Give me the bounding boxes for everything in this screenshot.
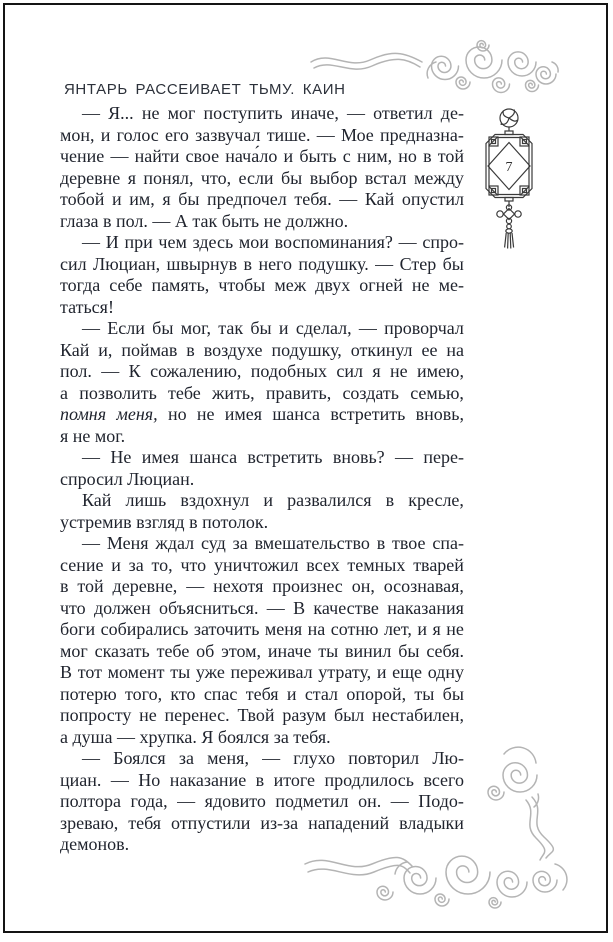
word: нача́ло [225, 146, 278, 166]
word: объясниться. [159, 597, 259, 618]
word: всех [306, 554, 340, 575]
word: циан. [60, 769, 102, 790]
word: имея [224, 404, 263, 424]
text-line [60, 447, 464, 469]
word: — [82, 447, 100, 467]
word: повторил [348, 748, 420, 768]
text-line [60, 684, 464, 706]
word: при [124, 232, 153, 252]
word: лет, [383, 619, 412, 639]
word: и [278, 318, 289, 338]
running-header: ЯНТАРЬ РАССЕИВАЕТ ТЬМУ. КАИН [64, 81, 346, 98]
word: он. [358, 791, 382, 811]
text-line [60, 598, 464, 620]
word: Меня [106, 533, 149, 553]
word: момент [107, 662, 165, 682]
word: де- [440, 103, 464, 123]
word: — [110, 146, 129, 166]
word: — [110, 769, 129, 790]
word: твое [392, 533, 426, 553]
text-segment: я не мог. [60, 425, 126, 446]
word: жить, [212, 382, 255, 403]
paragraph [60, 533, 464, 748]
text-line [60, 404, 464, 426]
word: одну [427, 662, 464, 682]
word: чем [158, 232, 187, 252]
paragraph [60, 318, 464, 447]
word: утрату, [318, 662, 372, 682]
word: об [196, 640, 215, 661]
word: меня, [116, 404, 158, 424]
word: — [339, 189, 358, 209]
word: в [243, 253, 253, 274]
text-segment: таться! [60, 296, 114, 317]
word: и, [98, 339, 113, 360]
word: ядовито [204, 791, 266, 811]
word: — [82, 533, 100, 553]
text-line [60, 340, 464, 362]
word: уничтожил [213, 554, 299, 575]
word: пол. [60, 361, 92, 381]
word: я [432, 619, 441, 639]
word: — [82, 103, 100, 123]
word: подметил [275, 791, 349, 811]
word: вновь, [415, 404, 464, 424]
word: темных [347, 554, 406, 575]
word: мои [238, 232, 269, 252]
word: тобой [60, 189, 105, 209]
word: имею, [417, 361, 464, 381]
word: наказания [387, 597, 464, 618]
word: иначе, [290, 103, 339, 123]
text-line [60, 125, 464, 147]
text-line [60, 383, 464, 405]
word: собирались [100, 619, 189, 639]
word: предпочел [207, 189, 287, 209]
text-line [60, 619, 464, 641]
word: Но [138, 769, 161, 790]
text-line [60, 232, 464, 254]
word: той [437, 146, 464, 166]
word: шанса [272, 404, 321, 424]
word: создать [342, 382, 399, 403]
word: ты [318, 640, 339, 661]
text-line [60, 426, 464, 448]
word: Стер [399, 253, 437, 274]
word: перенес. [164, 705, 230, 725]
cloud-strokes [311, 41, 558, 93]
word: — [266, 597, 285, 618]
word: бы [442, 253, 464, 274]
text-line [60, 318, 464, 340]
word: деревне, [112, 576, 178, 596]
word: не [196, 404, 215, 424]
word: вмешательство [254, 533, 370, 553]
word: меня, [207, 748, 249, 768]
word: винил [345, 640, 392, 661]
word: то, [151, 554, 173, 575]
text-line [60, 189, 464, 211]
text-line [60, 103, 464, 125]
word: память, [151, 275, 210, 295]
word: его [165, 124, 189, 145]
word: имея [141, 447, 180, 467]
word: откинул [350, 339, 413, 360]
word: разум [282, 705, 327, 725]
word: здесь [192, 232, 234, 252]
word: понял, [143, 167, 194, 188]
word: уже [195, 662, 225, 682]
word: не [411, 275, 430, 295]
word: если [238, 167, 274, 188]
word: в [376, 533, 386, 553]
cloud-strokes [305, 747, 567, 908]
word: бы [281, 167, 303, 188]
word: найти [134, 146, 180, 166]
word: и [263, 490, 273, 510]
word: ты [414, 683, 435, 704]
word: я [127, 167, 136, 188]
word: поймав [121, 339, 178, 360]
word: бы [178, 189, 200, 209]
paragraph [60, 447, 464, 490]
word: ме- [438, 275, 464, 295]
word: переживал [230, 662, 313, 682]
text-line [60, 705, 464, 727]
word: но [398, 146, 417, 166]
word: предназна- [380, 124, 464, 145]
word: ждал [155, 533, 195, 553]
paragraph [60, 490, 464, 533]
word: деревне [60, 167, 121, 188]
word: тебя. [294, 189, 332, 209]
word: глухо [293, 748, 336, 768]
word: подушку, [271, 339, 342, 360]
word: позволить [79, 382, 157, 403]
word: сение [60, 554, 104, 575]
word: всего [423, 769, 464, 790]
word: и [112, 189, 122, 209]
word: опорой, [346, 683, 407, 704]
word: — [82, 748, 100, 768]
word: В [60, 662, 73, 682]
word: — [398, 232, 417, 252]
word: так [218, 318, 244, 338]
word: — [395, 447, 414, 467]
word: бы [442, 683, 464, 704]
word: итоге [273, 769, 316, 790]
word: ним, [356, 146, 393, 166]
word: — [262, 748, 281, 768]
word: швырнув [166, 253, 238, 274]
word: за [232, 533, 248, 553]
word: этом, [221, 640, 262, 661]
word: И [105, 232, 119, 252]
word: меж [274, 275, 307, 295]
word: спро- [422, 232, 464, 252]
word: свое [185, 146, 220, 166]
word: спас [203, 683, 238, 704]
tassel-icon [505, 229, 514, 249]
word: тогда [60, 275, 101, 295]
word: мог, [180, 318, 211, 338]
text-line [60, 146, 464, 168]
word: вздохнул [180, 490, 250, 510]
word: себе [109, 275, 143, 295]
word: лишь [125, 490, 167, 510]
word: выбор [309, 167, 358, 188]
text-line [60, 555, 464, 577]
word: в [385, 490, 395, 510]
word: тебе [168, 382, 201, 403]
word: вновь? [332, 447, 385, 467]
word: за [128, 554, 144, 575]
word: бы [398, 640, 420, 661]
word: качестве [313, 597, 379, 618]
word: двух [315, 275, 351, 295]
word: произнес [272, 576, 343, 596]
word: В [293, 597, 306, 618]
word: из-за [260, 812, 299, 833]
word: тебя [245, 683, 279, 704]
word: себя. [426, 640, 464, 661]
word: тот [77, 662, 102, 682]
word: бы [250, 318, 272, 338]
word: бы [152, 318, 174, 338]
word: и [376, 662, 387, 682]
text-line [60, 469, 464, 491]
word: Твой [237, 705, 275, 725]
page-number: 7 [505, 160, 513, 175]
word: в [423, 146, 432, 166]
word: осознавая, [383, 576, 464, 596]
text-segment: глаза в пол. — А так быть не должно. [60, 210, 349, 231]
word: подушку. [298, 253, 369, 274]
text-line [60, 254, 464, 276]
word: он, [351, 576, 375, 596]
word: на [307, 619, 326, 639]
word: Я... [108, 103, 134, 123]
word: быть [299, 146, 337, 166]
text-line [60, 275, 464, 297]
word: потерю [60, 683, 117, 704]
word: и [100, 124, 111, 145]
word: Люциан, [93, 253, 161, 274]
word: пере- [423, 447, 464, 467]
word: не [139, 705, 157, 725]
word: им, [129, 189, 155, 209]
word: боги [60, 619, 96, 639]
text-segment: демонов. [60, 834, 130, 854]
word: Если [107, 318, 145, 338]
word: был [333, 705, 365, 725]
word: помня [60, 404, 107, 424]
word: в [186, 339, 195, 360]
word: Кай [364, 189, 395, 209]
word: в [255, 769, 265, 790]
word: сотню [330, 619, 379, 639]
word: но [167, 404, 187, 424]
word: того, [125, 683, 163, 704]
word: ты [170, 662, 191, 682]
word: что, [200, 167, 232, 188]
bottom-cloud-ornament [300, 742, 590, 912]
word: тебе [156, 640, 190, 661]
word: тебя [128, 812, 162, 833]
word: — [82, 232, 100, 252]
word: Кай [60, 339, 90, 360]
word: сказать [94, 640, 150, 661]
word: что [60, 597, 86, 618]
word: не [390, 361, 408, 381]
word: воздухе [203, 339, 263, 360]
word: семью, [410, 382, 464, 403]
word: иначе [267, 640, 312, 661]
word: суд [200, 533, 226, 553]
word: — [177, 791, 196, 811]
word: заточить [193, 619, 260, 639]
word: — [390, 791, 409, 811]
top-cloud-ornament [308, 36, 560, 94]
word: полтора [60, 791, 121, 811]
word: чтобы [218, 275, 266, 295]
text-segment: а душа — хрупка. Я боялся за тебя. [60, 726, 331, 747]
paragraph [60, 103, 464, 232]
word: зреваю, [60, 812, 119, 833]
text-segment: спросил Люциан. [60, 468, 195, 489]
word: развалился [287, 490, 372, 510]
word: проворчал [384, 318, 464, 338]
word: меня [264, 619, 303, 639]
word: и [286, 683, 297, 704]
word: стал [304, 683, 339, 704]
word: а [60, 382, 68, 403]
word: мон, [60, 124, 95, 145]
word: и [417, 619, 428, 639]
word: — [101, 361, 120, 381]
word: зазвучал [195, 124, 261, 145]
word: сил [60, 253, 87, 274]
text-line [60, 662, 464, 684]
word: за [178, 748, 194, 768]
word: сделал, [295, 318, 352, 338]
word: с [342, 146, 351, 166]
text-line [60, 533, 464, 555]
word: владыки [399, 812, 464, 833]
word: должен [94, 597, 151, 618]
word: Мое [341, 124, 374, 145]
word: и [111, 554, 121, 575]
word: К [128, 361, 141, 381]
text-line [60, 211, 464, 233]
word: править, [265, 382, 332, 403]
word: Боялся [113, 748, 166, 768]
word: поступить [203, 103, 283, 123]
word: спа- [432, 533, 464, 553]
word: опустил [401, 189, 464, 209]
word: — [346, 103, 365, 123]
word: сил [336, 361, 363, 381]
text-segment: устремив взгляд в потолок. [60, 511, 269, 532]
word: Лю- [432, 748, 464, 768]
word: огней [359, 275, 403, 295]
word: тише. [266, 124, 311, 145]
lantern-strokes [486, 109, 532, 249]
word: шанса [189, 447, 238, 467]
word: наказание [169, 769, 247, 790]
word: нападений [308, 812, 390, 833]
word: Подо- [418, 791, 464, 811]
word: — [186, 576, 205, 596]
word: Не [110, 447, 132, 467]
word: него [258, 253, 292, 274]
word: года, [130, 791, 168, 811]
word: кто [170, 683, 196, 704]
knot-icon [497, 205, 521, 224]
word: ответил [373, 103, 433, 123]
word: сожалению, [150, 361, 242, 381]
word: на [446, 339, 464, 360]
word: голос [116, 124, 159, 145]
word: встретить [247, 447, 323, 467]
text-line [60, 297, 464, 319]
word: еще [392, 662, 423, 682]
word: встал [364, 167, 407, 188]
text-line [60, 576, 464, 598]
text-line [60, 490, 464, 512]
word: встретить [330, 404, 406, 424]
word: нехотя [213, 576, 264, 596]
text-line [60, 641, 464, 663]
word: воспоминания? [274, 232, 393, 252]
word: — [82, 318, 100, 338]
word: подобных [250, 361, 327, 381]
word: между [413, 167, 464, 188]
lantern-page-number-ornament [478, 104, 542, 250]
word: — [375, 253, 394, 274]
word: в [60, 576, 69, 596]
paragraph [60, 232, 464, 318]
word: мог [60, 640, 88, 661]
text-line [60, 361, 464, 383]
word: — [316, 124, 335, 145]
word: отпустили [171, 812, 251, 833]
word: и [283, 146, 294, 166]
text-line [60, 512, 464, 534]
word: ее [421, 339, 438, 360]
word: продлилось [324, 769, 414, 790]
word: не [141, 103, 160, 123]
word: тварей [413, 554, 464, 575]
word: кресле, [408, 490, 464, 510]
word: не [446, 619, 464, 639]
word: той [77, 576, 104, 596]
text-line [60, 168, 464, 190]
word: чение [60, 146, 105, 166]
word: Кай [82, 490, 112, 510]
word: мог [167, 103, 196, 123]
word: — [358, 318, 377, 338]
word: нестабилен, [371, 705, 464, 725]
word: что [180, 554, 207, 575]
word: попросту [60, 705, 132, 725]
word: я [162, 189, 171, 209]
word: я [372, 361, 381, 381]
